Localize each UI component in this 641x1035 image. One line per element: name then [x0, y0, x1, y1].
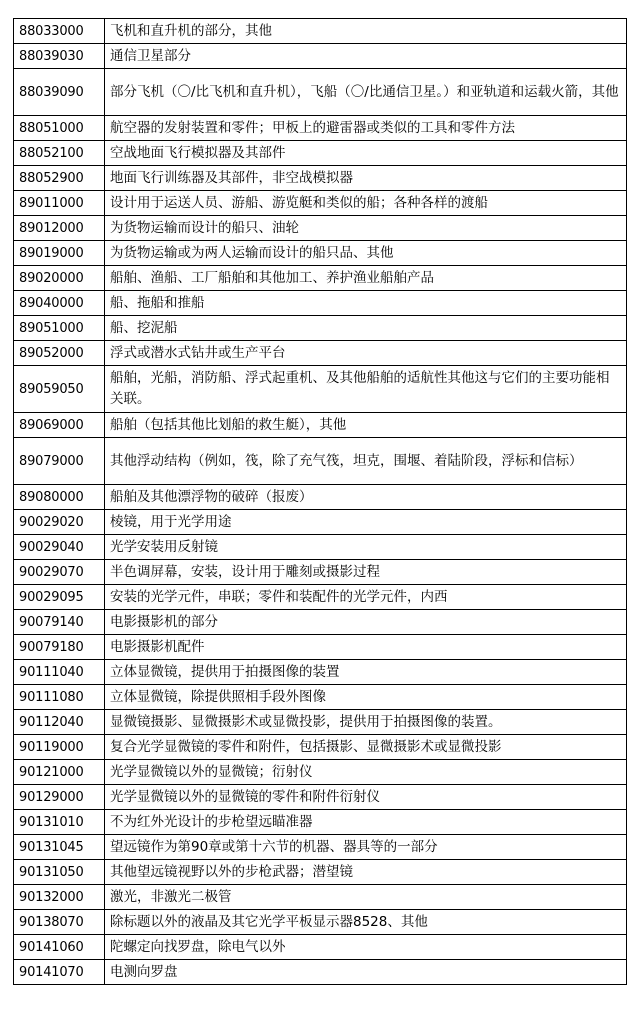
code-cell: 90029020 [14, 510, 105, 535]
table-row [14, 191, 627, 216]
code-cell: 90079180 [14, 635, 105, 660]
description-cell: 为货物运输而设计的船只、油轮 [105, 216, 627, 241]
table-row [14, 835, 627, 860]
description-cell: 船舶，光船，消防船、浮式起重机、及其他船舶的适航性其他这与它们的主要功能相关联。 [105, 366, 627, 413]
code-cell: 90138070 [14, 910, 105, 935]
description-cell: 显微镜摄影、显微摄影术或显微投影，提供用于拍摄图像的装置。 [105, 710, 627, 735]
description-cell: 部分飞机（〇/比飞机和直升机），飞船（〇/比通信卫星。）和亚轨道和运载火箭，其他 [105, 69, 627, 116]
table-row [14, 291, 627, 316]
code-cell: 90131010 [14, 810, 105, 835]
description-cell: 陀螺定向找罗盘，除电气以外 [105, 935, 627, 960]
table-row [14, 810, 627, 835]
table-row [14, 241, 627, 266]
code-cell: 89012000 [14, 216, 105, 241]
table-row [14, 760, 627, 785]
table-row [14, 610, 627, 635]
code-cell: 89069000 [14, 413, 105, 438]
description-cell: 电影摄影机的部分 [105, 610, 627, 635]
description-cell: 浮式或潜水式钻井或生产平台 [105, 341, 627, 366]
description-cell: 其他浮动结构（例如，筏，除了充气筏，坦克，围堰、着陆阶段，浮标和信标） [105, 438, 627, 485]
code-cell: 90131045 [14, 835, 105, 860]
description-cell: 光学显微镜以外的显微镜的零件和附件衍射仪 [105, 785, 627, 810]
description-cell: 航空器的发射装置和零件；甲板上的避雷器或类似的工具和零件方法 [105, 116, 627, 141]
table-row [14, 485, 627, 510]
description-cell: 通信卫星部分 [105, 44, 627, 69]
table-row [14, 266, 627, 291]
description-cell: 光学显微镜以外的显微镜；衍射仪 [105, 760, 627, 785]
description-cell: 船、挖泥船 [105, 316, 627, 341]
description-cell: 安装的光学元件，串联；零件和装配件的光学元件，内西 [105, 585, 627, 610]
description-cell: 激光，非激光二极管 [105, 885, 627, 910]
code-cell: 90131050 [14, 860, 105, 885]
tariff-code-table-container [13, 18, 627, 985]
tariff-code-table [13, 18, 627, 985]
code-cell: 89052000 [14, 341, 105, 366]
description-cell: 船舶及其他漂浮物的破碎（报废） [105, 485, 627, 510]
description-cell: 船舶、渔船、工厂船舶和其他加工、养护渔业船舶产品 [105, 266, 627, 291]
code-cell: 89019000 [14, 241, 105, 266]
table-row [14, 910, 627, 935]
table-row [14, 216, 627, 241]
code-cell: 90129000 [14, 785, 105, 810]
table-row [14, 141, 627, 166]
table-row [14, 69, 627, 116]
description-cell: 半色调屏幕，安装，设计用于雕刻或摄影过程 [105, 560, 627, 585]
table-row [14, 44, 627, 69]
code-cell: 89059050 [14, 366, 105, 413]
code-cell: 88033000 [14, 19, 105, 44]
table-row [14, 116, 627, 141]
table-row [14, 413, 627, 438]
code-cell: 88051000 [14, 116, 105, 141]
code-cell: 88039090 [14, 69, 105, 116]
table-row [14, 785, 627, 810]
description-cell: 光学安装用反射镜 [105, 535, 627, 560]
code-cell: 88052100 [14, 141, 105, 166]
table-row [14, 510, 627, 535]
table-row [14, 341, 627, 366]
table-row [14, 685, 627, 710]
code-cell: 88039030 [14, 44, 105, 69]
table-row [14, 660, 627, 685]
code-cell: 90079140 [14, 610, 105, 635]
description-cell: 飞机和直升机的部分，其他 [105, 19, 627, 44]
code-cell: 90029095 [14, 585, 105, 610]
description-cell: 为货物运输或为两人运输而设计的船只品、其他 [105, 241, 627, 266]
code-cell: 89011000 [14, 191, 105, 216]
code-cell: 89020000 [14, 266, 105, 291]
code-cell: 89080000 [14, 485, 105, 510]
table-row [14, 885, 627, 910]
code-cell: 90141070 [14, 960, 105, 985]
table-row [14, 585, 627, 610]
description-cell: 船、拖船和推船 [105, 291, 627, 316]
table-body [14, 19, 627, 985]
description-cell: 不为红外光设计的步枪望远瞄准器 [105, 810, 627, 835]
description-cell: 空战地面飞行模拟器及其部件 [105, 141, 627, 166]
table-row [14, 710, 627, 735]
table-row [14, 960, 627, 985]
description-cell: 复合光学显微镜的零件和附件，包括摄影、显微摄影术或显微投影 [105, 735, 627, 760]
code-cell: 88052900 [14, 166, 105, 191]
code-cell: 90111080 [14, 685, 105, 710]
description-cell: 电影摄影机配件 [105, 635, 627, 660]
description-cell: 其他望远镜视野以外的步枪武器；潜望镜 [105, 860, 627, 885]
description-cell: 除标题以外的液晶及其它光学平板显示器8528、其他 [105, 910, 627, 935]
description-cell: 地面飞行训练器及其部件，非空战模拟器 [105, 166, 627, 191]
table-row [14, 860, 627, 885]
description-cell: 设计用于运送人员、游船、游览艇和类似的船；各种各样的渡船 [105, 191, 627, 216]
description-cell: 立体显微镜，除提供照相手段外图像 [105, 685, 627, 710]
description-cell: 船舶（包括其他比划船的救生艇），其他 [105, 413, 627, 438]
table-row [14, 735, 627, 760]
code-cell: 90112040 [14, 710, 105, 735]
description-cell: 电测向罗盘 [105, 960, 627, 985]
code-cell: 90141060 [14, 935, 105, 960]
table-row [14, 560, 627, 585]
code-cell: 89051000 [14, 316, 105, 341]
table-row [14, 438, 627, 485]
code-cell: 89079000 [14, 438, 105, 485]
table-row [14, 535, 627, 560]
table-row [14, 166, 627, 191]
table-row [14, 935, 627, 960]
table-row [14, 19, 627, 44]
code-cell: 90111040 [14, 660, 105, 685]
code-cell: 90029040 [14, 535, 105, 560]
table-row [14, 316, 627, 341]
description-cell: 望远镜作为第90章或第十六节的机器、器具等的一部分 [105, 835, 627, 860]
table-row [14, 635, 627, 660]
code-cell: 90132000 [14, 885, 105, 910]
code-cell: 90121000 [14, 760, 105, 785]
description-cell: 立体显微镜，提供用于拍摄图像的装置 [105, 660, 627, 685]
code-cell: 90119000 [14, 735, 105, 760]
code-cell: 89040000 [14, 291, 105, 316]
code-cell: 90029070 [14, 560, 105, 585]
table-row [14, 366, 627, 413]
description-cell: 棱镜，用于光学用途 [105, 510, 627, 535]
